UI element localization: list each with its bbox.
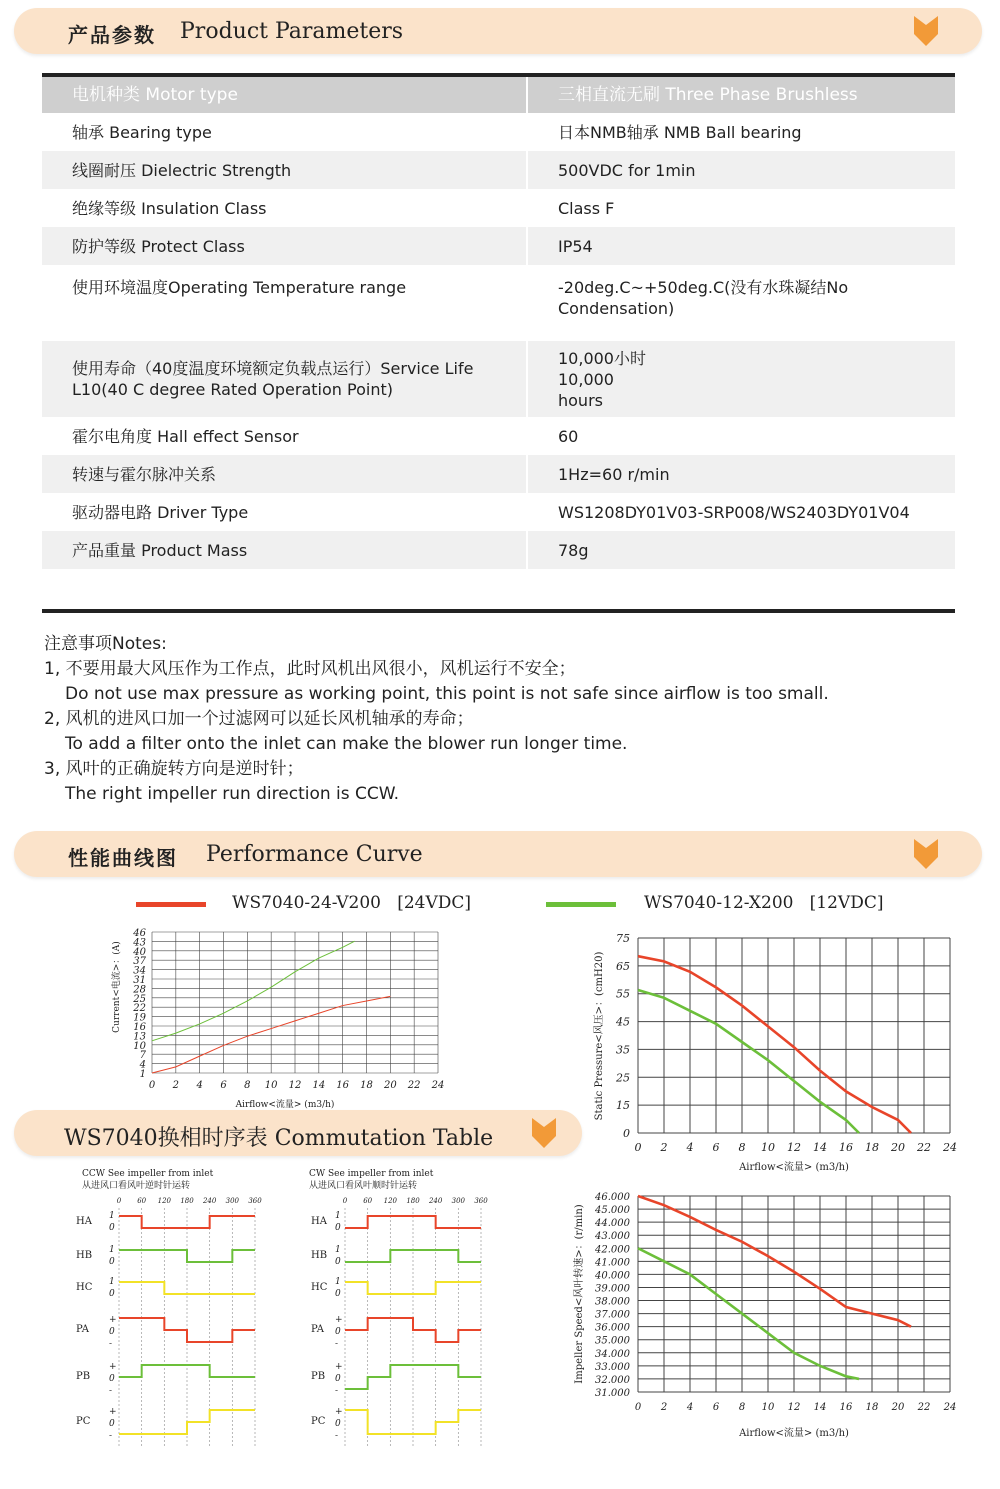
y-tick-label: 32.000 xyxy=(595,1374,630,1386)
x-tick-label: 0 xyxy=(148,1080,156,1091)
x-tick-label: 0 xyxy=(634,1141,642,1154)
signal-name: HC xyxy=(76,1282,93,1293)
y-tick-label: 22 xyxy=(133,1003,146,1015)
x-tick-label: 24 xyxy=(431,1080,445,1091)
y-tick-label: 75 xyxy=(616,932,630,945)
banner-title-cn: 产品参数 xyxy=(68,23,156,47)
x-axis-label: Airflow<流量> (m3/h) xyxy=(739,1428,849,1439)
signal-name: PA xyxy=(311,1324,325,1335)
param-value: 60 xyxy=(558,426,579,446)
note-en: The right impeller run direction is CCW. xyxy=(65,784,400,804)
level-label: - xyxy=(109,1431,113,1441)
level-label: - xyxy=(109,1386,113,1396)
level-label: 0 xyxy=(335,1223,341,1233)
level-label: 0 xyxy=(109,1223,115,1233)
angle-label: 0 xyxy=(116,1197,122,1205)
param-label: 防护等级 Protect Class xyxy=(42,227,527,265)
y-tick-label: 0 xyxy=(623,1127,630,1140)
level-label: 1 xyxy=(109,1277,115,1287)
x-tick-label: 10 xyxy=(264,1080,278,1091)
angle-label: 300 xyxy=(225,1197,240,1205)
y-tick-label: 37.000 xyxy=(595,1309,630,1321)
param-label: 绝缘等级 Insulation Class xyxy=(42,189,527,227)
x-tick-label: 4 xyxy=(686,1402,694,1413)
y-tick-label: 42.000 xyxy=(595,1244,630,1256)
commutation-title-en: CCW See impeller from inlet xyxy=(82,1169,214,1179)
y-axis-label: Current<电流>：(A) xyxy=(112,941,122,1033)
param-value: 78g xyxy=(527,531,955,569)
y-tick-label: 39.000 xyxy=(595,1283,630,1295)
y-tick-label: 25 xyxy=(133,993,146,1005)
y-tick-label: 4 xyxy=(139,1059,146,1071)
y-tick-label: 15 xyxy=(616,1099,630,1113)
y-tick-label: 44.000 xyxy=(595,1218,630,1230)
note-cn: 风机的进风口加一个过滤网可以延长风机轴承的寿命； xyxy=(65,709,474,729)
param-value: IP54 xyxy=(527,227,955,265)
note-num: 1, xyxy=(44,659,61,679)
signal-name: PB xyxy=(76,1371,91,1382)
signal-name: HC xyxy=(311,1282,328,1293)
signal-name: PB xyxy=(311,1371,326,1382)
x-tick-label: 12 xyxy=(288,1080,302,1091)
angle-label: 60 xyxy=(137,1197,147,1205)
y-tick-label: 10 xyxy=(133,1040,146,1052)
level-label: 0 xyxy=(335,1374,341,1384)
level-label: + xyxy=(109,1407,117,1417)
angle-label: 240 xyxy=(202,1197,217,1205)
y-tick-label: 35.000 xyxy=(595,1335,630,1347)
y-axis-label: Impeller Speed<风叶转速>：(r/min) xyxy=(574,1204,585,1384)
x-tick-label: 18 xyxy=(865,1402,879,1413)
param-label: 线圈耐压 Dielectric Strength xyxy=(42,151,527,189)
param-value: -20deg.C~+50deg.C(没有水珠凝结No Condensation) xyxy=(558,278,849,318)
y-tick-label: 16 xyxy=(133,1022,146,1033)
y-tick-label: 13 xyxy=(133,1031,146,1043)
y-tick-label: 25 xyxy=(616,1071,630,1085)
level-label: 1 xyxy=(109,1211,115,1221)
signal-name: HA xyxy=(76,1216,92,1227)
x-tick-label: 6 xyxy=(712,1141,720,1154)
y-tick-label: 45 xyxy=(616,1015,630,1029)
x-tick-label: 24 xyxy=(943,1141,957,1154)
y-tick-label: 46 xyxy=(133,928,146,939)
y-tick-label: 65 xyxy=(616,959,630,973)
x-tick-label: 14 xyxy=(813,1141,827,1154)
angle-label: 360 xyxy=(474,1197,488,1205)
x-tick-label: 18 xyxy=(360,1080,373,1091)
x-tick-label: 14 xyxy=(813,1402,827,1413)
waveform-pa xyxy=(345,1318,481,1342)
param-label: 轴承 Bearing type xyxy=(42,113,527,151)
y-tick-label: 55 xyxy=(616,987,630,1001)
level-label: 0 xyxy=(109,1374,115,1384)
commutation-title-cn: 从进风口看风叶顺时针运转 xyxy=(309,1181,418,1191)
level-label: 0 xyxy=(109,1289,115,1299)
signal-name: HB xyxy=(311,1250,328,1261)
level-label: 1 xyxy=(335,1211,341,1221)
x-tick-label: 8 xyxy=(738,1402,746,1413)
y-tick-label: 31.000 xyxy=(595,1388,630,1399)
legend-model: WS7040-24-V200 xyxy=(232,893,381,913)
param-label: 转速与霍尔脉冲关系 xyxy=(42,455,527,493)
param-label: 产品重量 Product Mass xyxy=(42,531,527,569)
x-tick-label: 2 xyxy=(660,1402,668,1413)
x-axis-label: Airflow<流量> (m3/h) xyxy=(739,1162,849,1173)
x-tick-label: 2 xyxy=(660,1141,668,1154)
angle-label: 180 xyxy=(180,1197,194,1205)
level-label: + xyxy=(335,1315,343,1325)
level-label: - xyxy=(335,1431,339,1441)
y-tick-label: 37 xyxy=(133,956,146,968)
x-tick-label: 4 xyxy=(686,1141,694,1154)
angle-label: 300 xyxy=(451,1197,466,1205)
signal-name: HA xyxy=(311,1216,327,1227)
note-en: Do not use max pressure as working point, this point is not safe since airflow is too small. xyxy=(65,684,829,704)
level-label: - xyxy=(335,1386,339,1396)
param-value: 500VDC for 1min xyxy=(527,151,955,189)
angle-label: 120 xyxy=(383,1197,398,1205)
angle-label: 360 xyxy=(248,1197,262,1205)
y-tick-label: 28 xyxy=(133,984,146,996)
commutation-title-en: CW See impeller from inlet xyxy=(309,1169,434,1179)
param-value: 三相直流无刷 Three Phase Brushless xyxy=(527,75,955,113)
angle-label: 180 xyxy=(406,1197,420,1205)
x-tick-label: 20 xyxy=(383,1080,397,1091)
signal-name: PC xyxy=(76,1416,91,1427)
y-tick-label: 34.000 xyxy=(595,1348,630,1360)
angle-label: 120 xyxy=(157,1197,172,1205)
param-value: WS1208DY01V03-SRP008/WS2403DY01V04 xyxy=(558,502,910,522)
level-label: + xyxy=(335,1407,343,1417)
level-label: 1 xyxy=(335,1277,341,1287)
x-tick-label: 10 xyxy=(761,1402,775,1413)
x-axis-label: Airflow<流量> (m3/h) xyxy=(235,1100,335,1110)
banner-title-cn: 性能曲线图 xyxy=(68,846,178,870)
y-tick-label: 41.000 xyxy=(595,1257,630,1269)
level-label: - xyxy=(109,1339,113,1349)
signal-name: HB xyxy=(76,1250,93,1261)
y-tick-label: 33.000 xyxy=(595,1361,630,1373)
param-label: 驱动器电路 Driver Type xyxy=(42,493,527,531)
param-value: 1Hz=60 r/min xyxy=(527,455,955,493)
x-tick-label: 6 xyxy=(220,1080,227,1091)
x-tick-label: 6 xyxy=(712,1402,720,1413)
level-label: + xyxy=(109,1315,117,1325)
y-tick-label: 40 xyxy=(133,946,146,958)
note-cn: 风叶的正确旋转方向是逆时针； xyxy=(65,759,304,779)
level-label: 0 xyxy=(109,1419,115,1429)
y-tick-label: 45.000 xyxy=(595,1205,630,1217)
param-label: 霍尔电角度 Hall effect Sensor xyxy=(42,417,527,455)
level-label: 1 xyxy=(109,1245,115,1255)
angle-label: 240 xyxy=(428,1197,443,1205)
waveform-pb xyxy=(119,1365,255,1377)
y-tick-label: 7 xyxy=(139,1050,146,1062)
level-label: + xyxy=(109,1362,117,1372)
x-tick-label: 16 xyxy=(839,1402,853,1413)
param-label: 使用寿命（40度温度环境额定负载点运行）Service Life L10(40 C degree Rated Operation Point) xyxy=(42,341,527,417)
note-en: To add a filter onto the inlet can make the blower run longer time. xyxy=(65,734,628,754)
param-value: 10,000小时 10,000 hours xyxy=(527,341,955,417)
x-tick-label: 4 xyxy=(196,1080,203,1091)
y-axis-label: Static Pressure<风压>：(cmH20) xyxy=(594,951,605,1121)
notes-title: 注意事项Notes: xyxy=(44,634,167,654)
x-tick-label: 0 xyxy=(634,1402,642,1413)
level-label: 0 xyxy=(109,1257,115,1267)
x-tick-label: 8 xyxy=(738,1141,746,1154)
level-label: + xyxy=(335,1362,343,1372)
signal-name: PA xyxy=(76,1324,90,1335)
x-tick-label: 22 xyxy=(917,1141,931,1154)
banner-title-en: Commutation Table xyxy=(274,1126,494,1151)
y-tick-label: 35 xyxy=(616,1043,630,1057)
level-label: - xyxy=(335,1339,339,1349)
angle-label: 60 xyxy=(363,1197,373,1205)
x-tick-label: 22 xyxy=(917,1402,931,1413)
note-cn: 不要用最大风压作为工作点，此时风机出风很小，风机运行不安全； xyxy=(65,659,576,679)
legend-model: WS7040-12-X200 xyxy=(644,893,794,913)
level-label: 0 xyxy=(335,1419,341,1429)
level-label: 0 xyxy=(335,1327,341,1337)
x-tick-label: 20 xyxy=(891,1402,905,1413)
param-value: Class F xyxy=(558,198,615,218)
x-tick-label: 8 xyxy=(244,1080,251,1091)
y-tick-label: 43.000 xyxy=(595,1231,630,1243)
legend-voltage: [24VDC] xyxy=(397,893,472,913)
y-tick-label: 31 xyxy=(133,975,146,986)
param-label: 使用环境温度Operating Temperature range xyxy=(42,265,527,341)
x-tick-label: 14 xyxy=(312,1080,326,1091)
angle-label: 0 xyxy=(342,1197,348,1205)
waveform-hb xyxy=(119,1250,255,1262)
level-label: 0 xyxy=(335,1289,341,1299)
y-tick-label: 1 xyxy=(139,1069,146,1080)
signal-name: PC xyxy=(311,1416,326,1427)
y-tick-label: 19 xyxy=(133,1012,146,1024)
x-tick-label: 16 xyxy=(336,1080,350,1091)
level-label: 1 xyxy=(335,1245,341,1255)
x-tick-label: 20 xyxy=(891,1141,905,1154)
level-label: 0 xyxy=(109,1327,115,1337)
y-tick-label: 34 xyxy=(133,965,146,977)
x-tick-label: 10 xyxy=(761,1141,775,1154)
note-num: 2, xyxy=(44,709,61,729)
x-tick-label: 16 xyxy=(839,1141,853,1154)
x-tick-label: 22 xyxy=(407,1080,421,1091)
param-label: 电机种类 Motor type xyxy=(42,75,527,113)
level-label: 0 xyxy=(335,1257,341,1267)
banner-title-en: Performance Curve xyxy=(206,842,423,867)
banner-title-cn: WS7040换相时序表 xyxy=(64,1126,268,1151)
legend-voltage: [12VDC] xyxy=(809,893,884,913)
x-tick-label: 18 xyxy=(865,1141,879,1154)
commutation-title-cn: 从进风口看风叶逆时针运转 xyxy=(82,1181,191,1191)
y-tick-label: 40.000 xyxy=(595,1270,630,1282)
y-tick-label: 36.000 xyxy=(595,1322,630,1334)
banner-title-en: Product Parameters xyxy=(180,19,404,44)
x-tick-label: 2 xyxy=(172,1080,180,1091)
x-tick-label: 12 xyxy=(787,1141,801,1154)
note-num: 3, xyxy=(44,759,61,779)
y-tick-label: 43 xyxy=(133,937,146,949)
y-tick-label: 38.000 xyxy=(595,1296,630,1308)
y-tick-label: 46.000 xyxy=(595,1192,630,1203)
param-value: 日本NMB轴承 NMB Ball bearing xyxy=(558,122,802,142)
x-tick-label: 12 xyxy=(787,1402,801,1413)
x-tick-label: 24 xyxy=(943,1402,957,1413)
